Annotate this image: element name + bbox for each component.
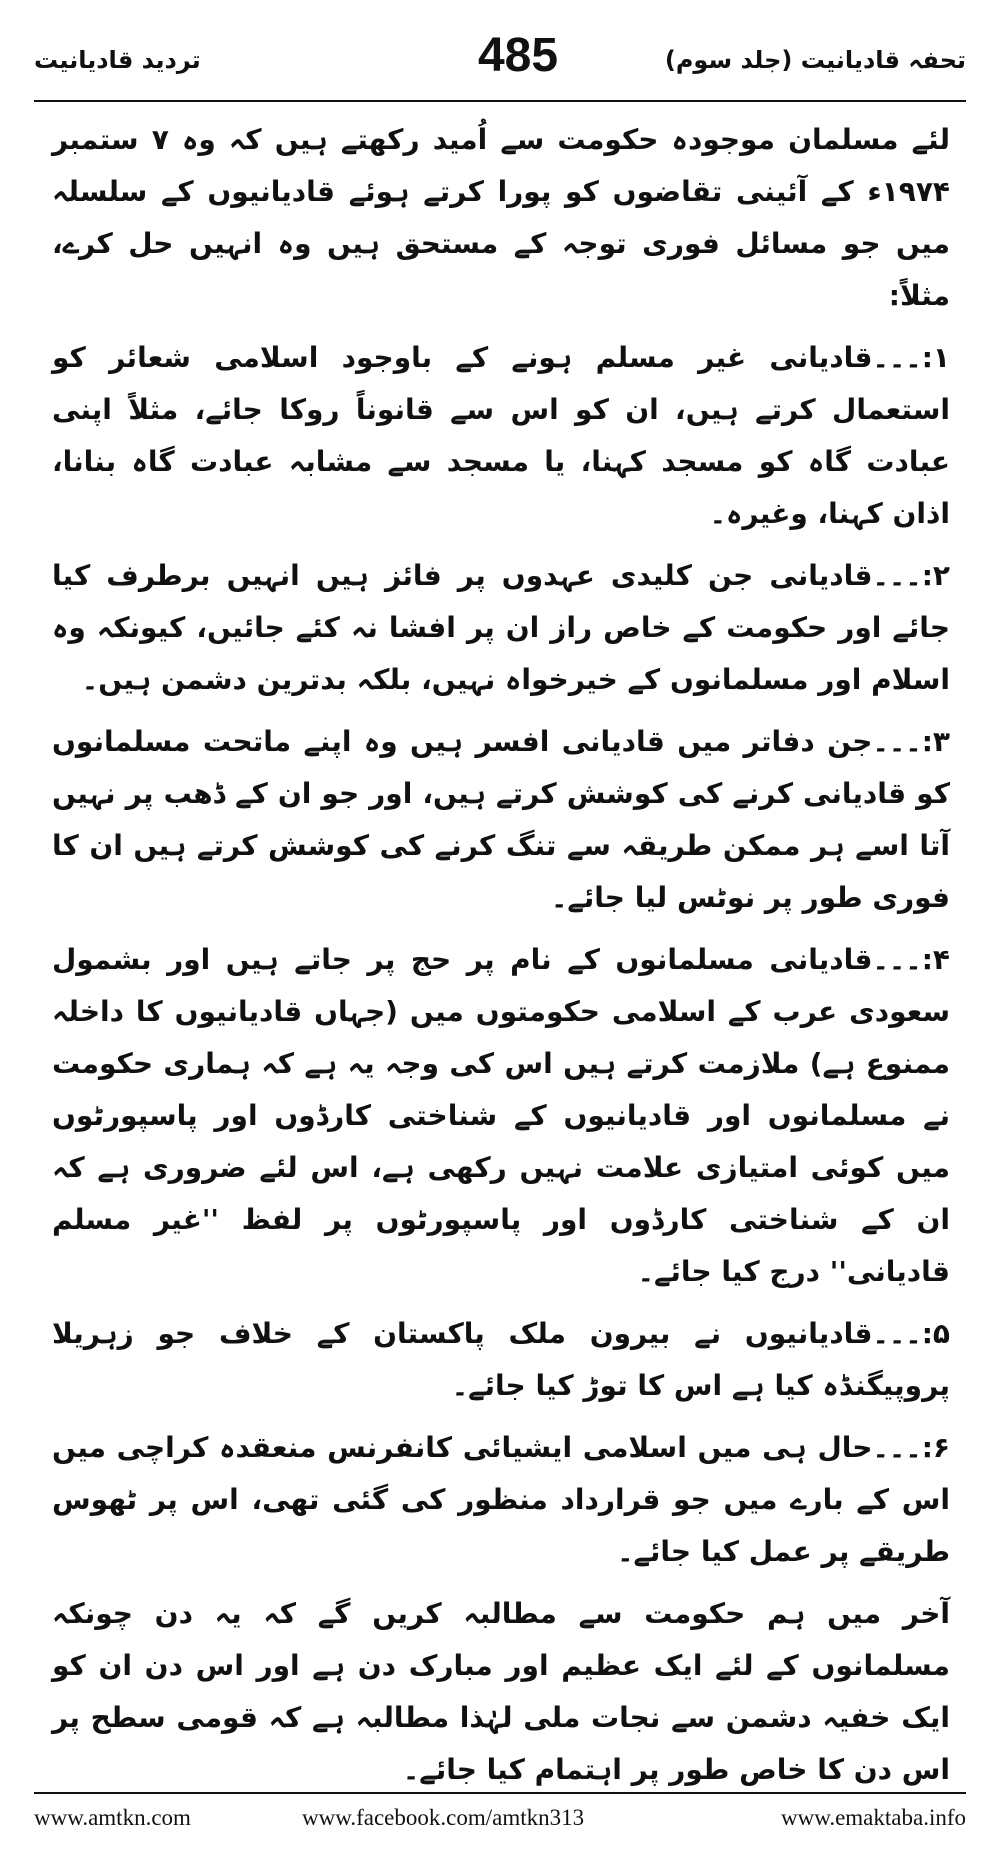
paragraph-point-6: ۶:۔۔۔حال ہی میں اسلامی ایشیائی کانفرنس منعقدہ کراچی میں اس کے بارے میں جو قرارداد منظور کی گئی تھی، اس پر ٹھوس طریقے پر عمل کیا جائے۔ — [52, 1431, 950, 1568]
paragraph-conclusion: آخر میں ہم حکومت سے مطالبہ کریں گے کہ یہ دن چونکہ مسلمانوں کے لئے ایک عظیم اور مبارک دن ہے اور اس دن ان کو ایک خفیہ دشمن سے نجات ملی لہٰذا مطالبہ ہے کہ قومی سطح پر اس دن کا خاص طور پر اہتمام کیا جائے۔ — [52, 1597, 950, 1786]
book-title: تحفہ قادیانیت (جلد سوم) — [664, 46, 966, 74]
page-header — [34, 20, 966, 106]
paragraph-point-1: ۱:۔۔۔قادیانی غیر مسلم ہونے کے باوجود اسلامی شعائر کو استعمال کرتے ہیں، ان کو اس سے قانوناً روکا جائے، مثلاً اپنی عبادت گاہ کو مسجد کہنا، یا مسجد سے مشابہ عبادت گاہ بنانا، اذان کہنا، وغیرہ۔ — [52, 341, 951, 530]
paragraph-point-4: ۴:۔۔۔قادیانی مسلمانوں کے نام پر حج پر جاتے ہیں اور بشمول سعودی عرب کے اسلامی حکومتوں میں (جہاں قادیانیوں کا داخلہ ممنوع ہے) ملازمت کرتے ہیں اس کی وجہ یہ ہے کہ ہماری حکومت نے مسلمانوں اور قادیانیوں کے شناختی کارڈوں اور پاسپورٹوں میں کوئی امتیازی علامت نہیں رکھی ہے، اس لئے ضروری ہے کہ ان کے شناختی کارڈوں اور پاسپورٹوں پر لفظ ''غیر مسلم قادیانی'' درج کیا جائے۔ — [52, 943, 950, 1288]
header-divider — [34, 100, 966, 102]
section-title: تردید قادیانیت — [34, 46, 201, 74]
footer-link-amtkn[interactable]: www.amtkn.com — [34, 1805, 191, 1830]
page-footer — [34, 1800, 966, 1840]
page-body — [52, 114, 951, 1786]
paragraph-point-3: ۳:۔۔۔جن دفاتر میں قادیانی افسر ہیں وہ اپنے ماتحت مسلمانوں کو قادیانی کرنے کی کوشش کرتے ہیں، اور جو ان کے ڈھب پر نہیں آتا اسے ہر ممکن طریقہ سے تنگ کرنے کی کوشش کرتے ہیں ان کا فوری طور پر نوٹس لیا جائے۔ — [52, 725, 950, 914]
footer-link-facebook[interactable]: www.facebook.com/amtkn313 — [302, 1805, 585, 1830]
paragraph-point-5: ۵:۔۔۔قادیانیوں نے بیرون ملک پاکستان کے خلاف جو زہریلا پروپیگنڈہ کیا ہے اس کا توڑ کیا جائے۔ — [52, 1317, 950, 1402]
paragraph-intro: لئے مسلمان موجودہ حکومت سے اُمید رکھتے ہیں کہ وہ ۷ ستمبر ۱۹۷۴ء کے آئینی تقاضوں کو پورا کرتے ہوئے قادیانیوں کے سلسلہ میں جو مسائل فوری توجہ کے مستحق ہیں وہ انہیں حل کرے، مثلاً: — [52, 123, 950, 312]
page-number: 485 — [477, 29, 559, 82]
footer-link-emaktaba[interactable]: www.emaktaba.info — [781, 1805, 966, 1830]
footer-divider — [34, 1792, 966, 1794]
paragraph-point-2: ۲:۔۔۔قادیانی جن کلیدی عہدوں پر فائز ہیں انہیں برطرف کیا جائے اور حکومت کے خاص راز ان پر افشا نہ کئے جائیں، کیونکہ وہ اسلام اور مسلمانوں کے خیرخواہ نہیں، بلکہ بدترین دشمن ہیں۔ — [52, 559, 950, 696]
